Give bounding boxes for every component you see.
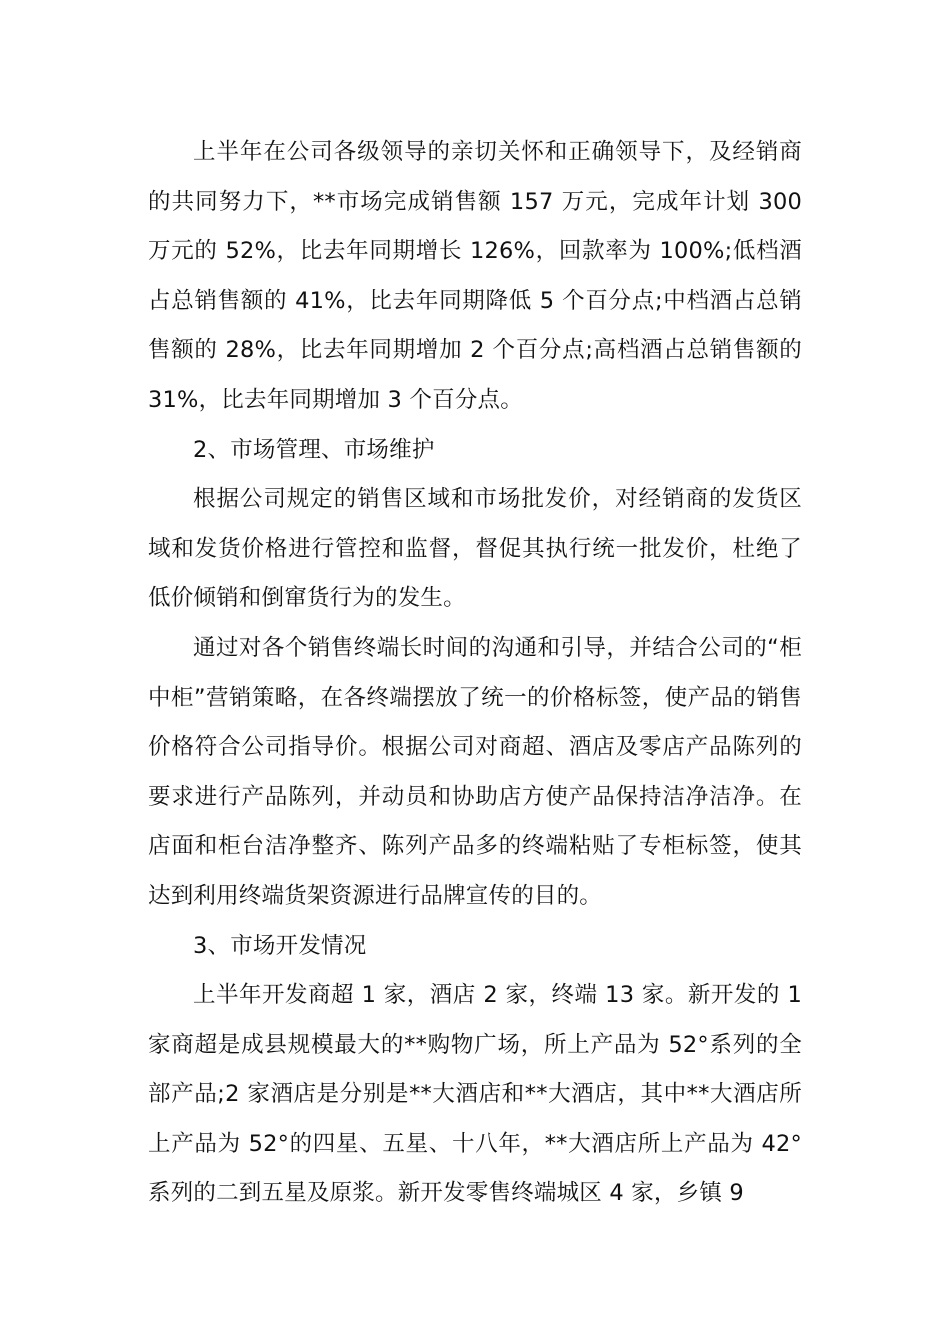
paragraph-price-control: 根据公司规定的销售区域和市场批发价，对经销商的发货区域和发货价格进行管控和监督，督促其执行统一批发价，杜绝了低价倾销和倒窜货行为的发生。 — [148, 486, 802, 612]
section-heading-market-development: 3、市场开发情况 — [193, 932, 367, 959]
paragraph-new-accounts: 上半年开发商超 1 家，酒店 2 家，终端 13 家。新开发的 1 家商超是成县规模最大的**购物广场，所上产品为 52°系列的全部产品;2 家酒店是分别是**大酒店和**大酒店，其中**大酒店所上产品为 52°的四星、五星、十八年，**大酒店所上产品为 42°系列的二到五星及原浆。新开发零售终端城区 4 家，乡镇 9 — [148, 982, 802, 1207]
paragraph-terminal-display: 通过对各个销售终端长时间的沟通和引导，并结合公司的“柜中柜”营销策略，在各终端摆放了统一的价格标签，使产品的销售价格符合公司指导价。根据公司对商超、酒店及零店产品陈列的要求进行产品陈列，并动员和协助店方使产品保持洁净洁净。在店面和柜台洁净整齐、陈列产品多的终端粘贴了专柜标签，使其达到利用终端货架资源进行品牌宣传的目的。 — [148, 634, 802, 909]
paragraph-sales-summary: 上半年在公司各级领导的亲切关怀和正确领导下，及经销商的共同努力下，**市场完成销售额 157 万元，完成年计划 300 万元的 52%，比去年同期增长 126%，回款率为 100%;低档酒占总销售额的 41%，比去年同期降低 5 个百分点;中档酒占总销售额的 28%，比去年同期增加 2 个百分点;高档酒占总销售额的 31%，比去年同期增加 3 个百分点。 — [148, 139, 802, 413]
document-body — [148, 128, 802, 1219]
section-heading-market-management: 2、市场管理、市场维护 — [193, 436, 435, 463]
